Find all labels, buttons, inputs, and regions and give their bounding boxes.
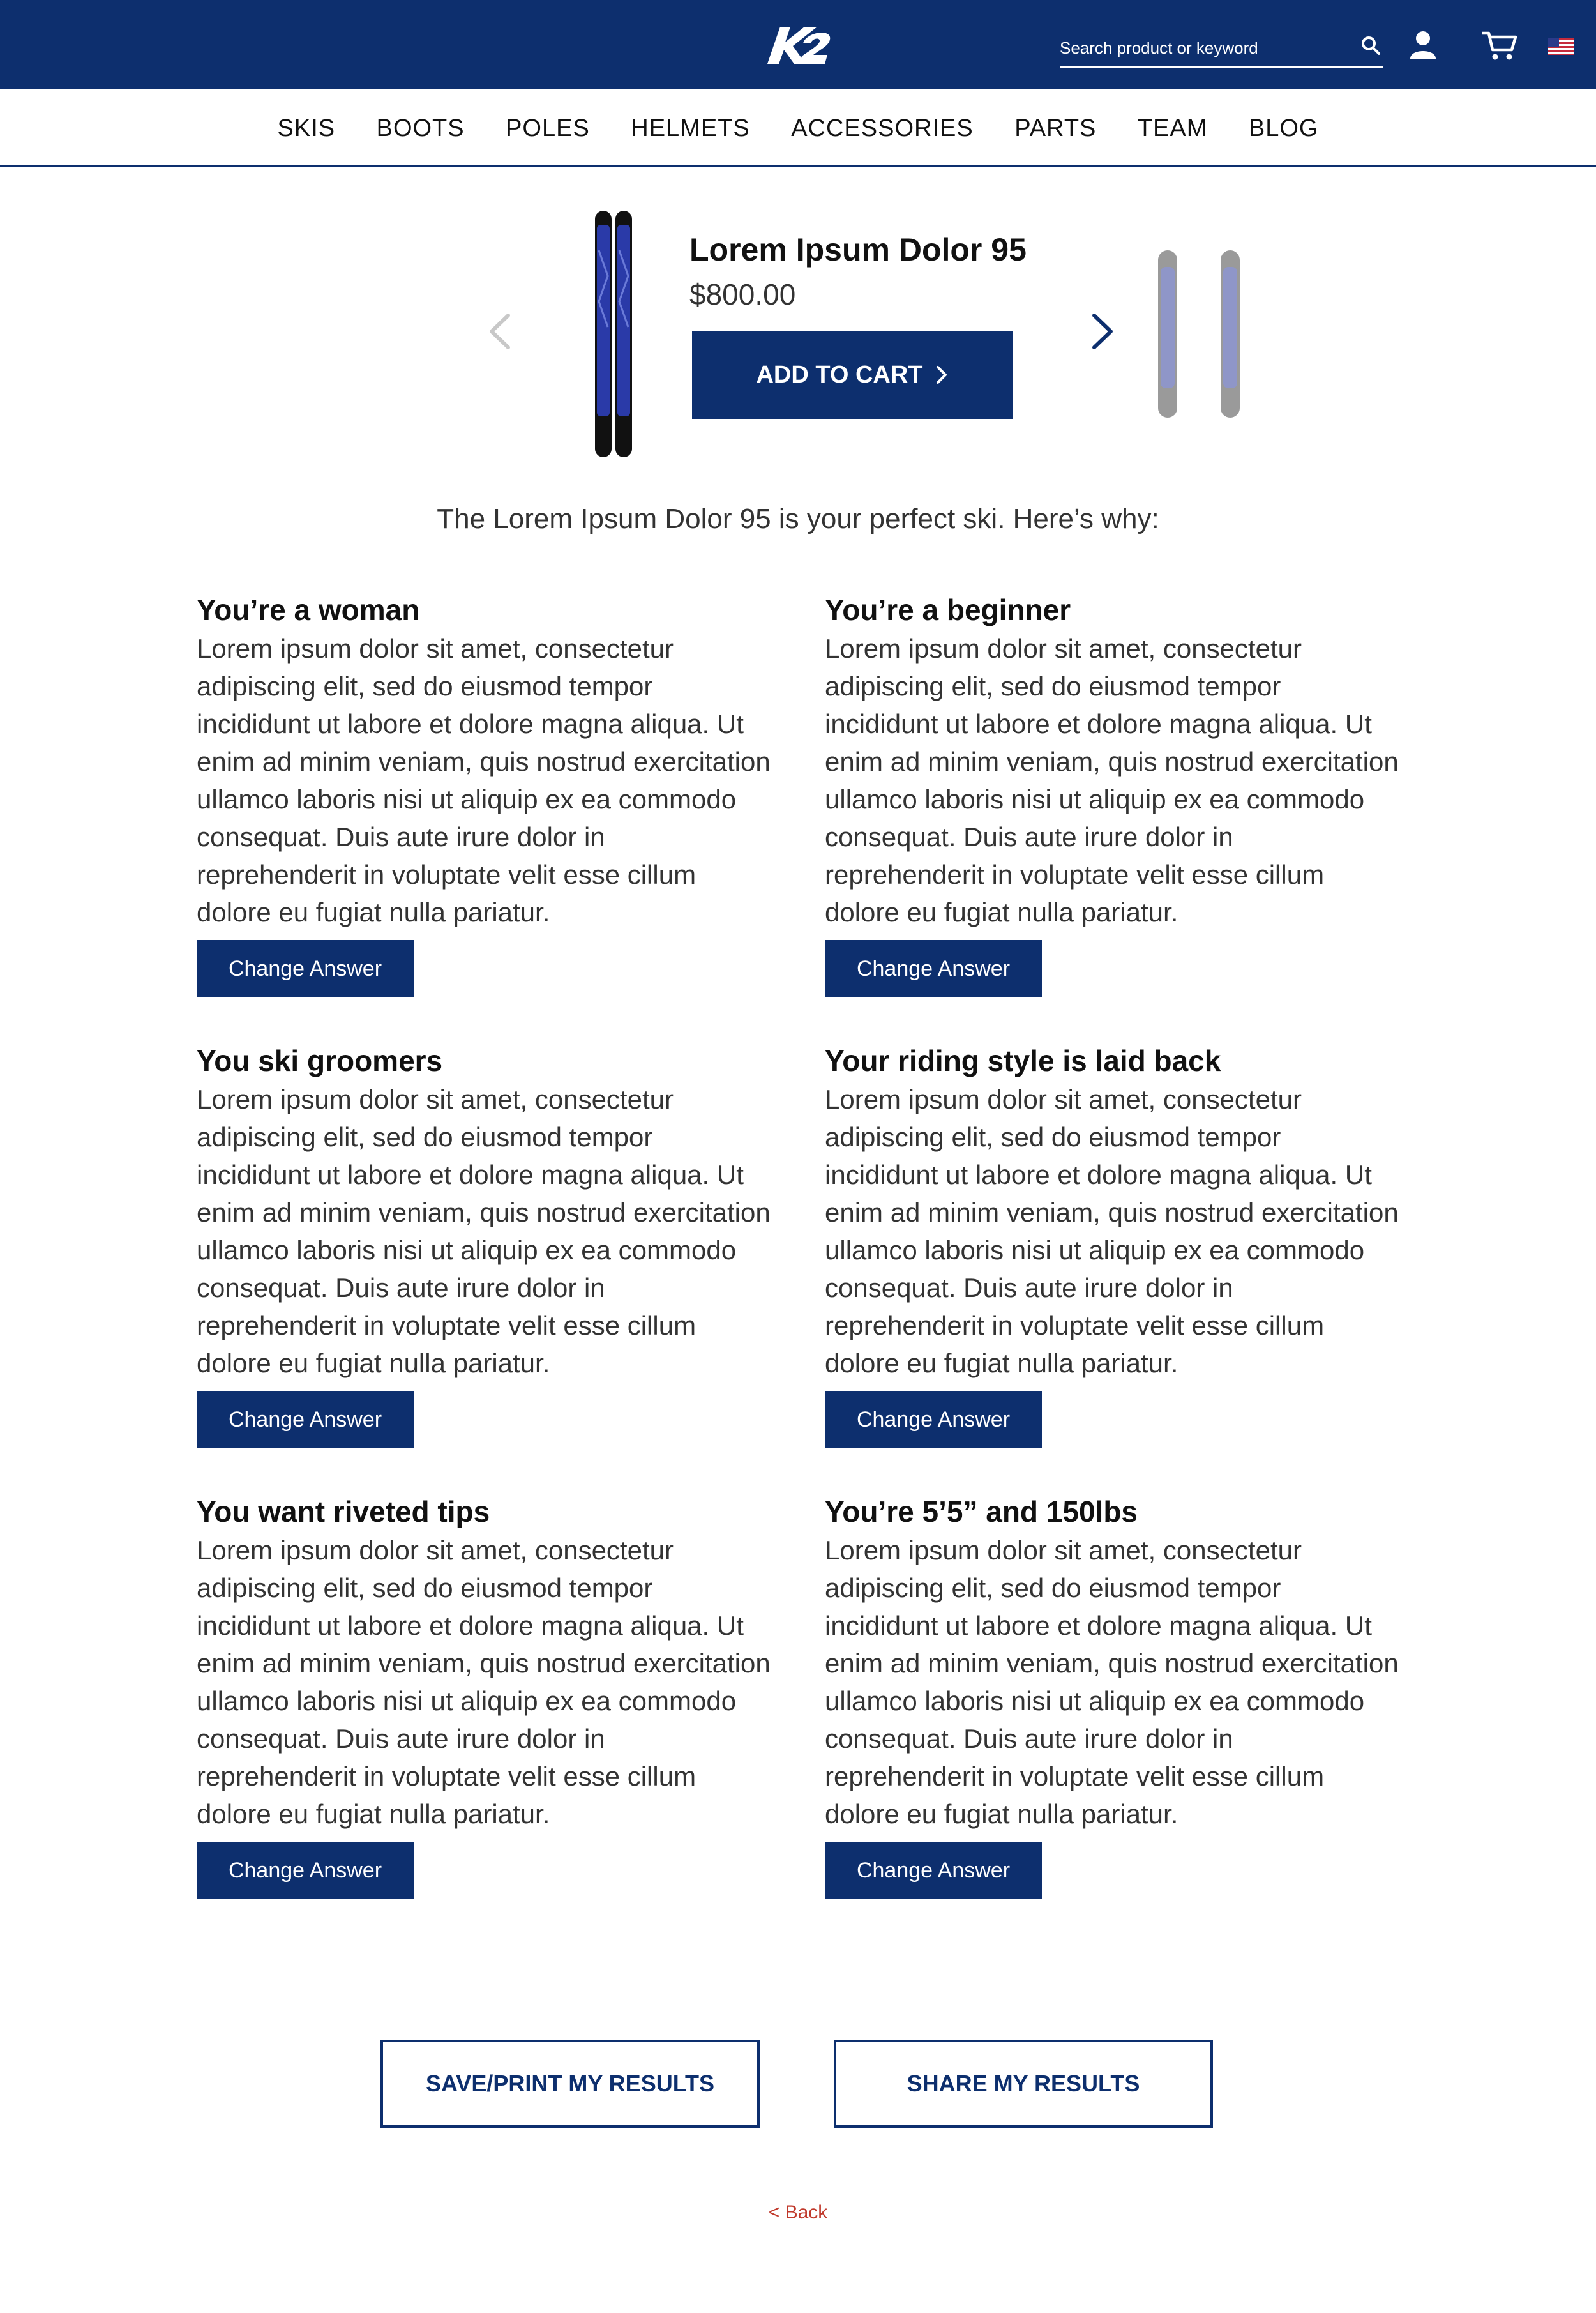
chevron-right-icon bbox=[935, 365, 949, 385]
save-print-results-button[interactable]: SAVE/PRINT MY RESULTS bbox=[380, 2040, 760, 2128]
product-name[interactable]: Lorem Ipsum Dolor 95 bbox=[689, 232, 1027, 268]
search-input[interactable] bbox=[1060, 31, 1341, 65]
reason-body: Lorem ipsum dolor sit amet, consectetur adipiscing elit, sed do eiusmod tempor incididunt ut labore et dolore magna aliqua. Ut enim ad minim veniam, quis nostrud exercitation ullamco laboris nisi ut aliquip ex ea commodo consequat. Duis aute irure dolor in reprehenderit in voluptate velit esse cillum dolore eu fugiat nulla pariatur. bbox=[197, 633, 771, 927]
nav-item-blog[interactable]: BLOG bbox=[1248, 115, 1319, 142]
nav-item-team[interactable]: TEAM bbox=[1137, 115, 1208, 142]
nav-items bbox=[0, 115, 1596, 142]
reason-body: Lorem ipsum dolor sit amet, consectetur adipiscing elit, sed do eiusmod tempor incididunt ut labore et dolore magna aliqua. Ut enim ad minim veniam, quis nostrud exercitation ullamco laboris nisi ut aliquip ex ea commodo consequat. Duis aute irure dolor in reprehenderit in voluptate velit esse cillum dolore eu fugiat nulla pariatur. bbox=[197, 1535, 771, 1829]
nav-item-helmets[interactable]: HELMETS bbox=[631, 115, 750, 142]
user-icon[interactable] bbox=[1408, 29, 1438, 60]
nav-item-parts[interactable]: PARTS bbox=[1014, 115, 1097, 142]
search-icon[interactable] bbox=[1360, 34, 1383, 57]
ski-product-image bbox=[594, 206, 633, 461]
add-to-cart-button[interactable] bbox=[692, 331, 1013, 419]
reason-body: Lorem ipsum dolor sit amet, consectetur adipiscing elit, sed do eiusmod tempor incididunt ut labore et dolore magna aliqua. Ut enim ad minim veniam, quis nostrud exercitation ullamco laboris nisi ut aliquip ex ea commodo consequat. Duis aute irure dolor in reprehenderit in voluptate velit esse cillum dolore eu fugiat nulla pariatur. bbox=[825, 1535, 1399, 1829]
nav-item-boots[interactable]: BOOTS bbox=[376, 115, 465, 142]
change-answer-button[interactable]: Change Answer bbox=[197, 940, 414, 997]
change-answer-button[interactable]: Change Answer bbox=[825, 1842, 1042, 1899]
k2-logo[interactable] bbox=[761, 24, 835, 66]
reason-title: You’re 5’5” and 150lbs bbox=[825, 1495, 1138, 1528]
back-link[interactable]: < Back bbox=[768, 2202, 828, 2223]
product-price: $800.00 bbox=[689, 278, 796, 311]
change-answer-button[interactable]: Change Answer bbox=[825, 940, 1042, 997]
next-ski-image[interactable] bbox=[1154, 248, 1250, 420]
search-bar bbox=[1060, 31, 1383, 68]
reason-title: You ski groomers bbox=[197, 1044, 443, 1077]
nav-item-skis[interactable]: SKIS bbox=[277, 115, 336, 142]
reason-card bbox=[197, 590, 771, 997]
reason-body: Lorem ipsum dolor sit amet, consectetur adipiscing elit, sed do eiusmod tempor incididunt ut labore et dolore magna aliqua. Ut enim ad minim veniam, quis nostrud exercitation ullamco laboris nisi ut aliquip ex ea commodo consequat. Duis aute irure dolor in reprehenderit in voluptate velit esse cillum dolore eu fugiat nulla pariatur. bbox=[825, 633, 1399, 927]
reason-title: Your riding style is laid back bbox=[825, 1044, 1221, 1077]
reason-body: Lorem ipsum dolor sit amet, consectetur adipiscing elit, sed do eiusmod tempor incididunt ut labore et dolore magna aliqua. Ut enim ad minim veniam, quis nostrud exercitation ullamco laboris nisi ut aliquip ex ea commodo consequat. Duis aute irure dolor in reprehenderit in voluptate velit esse cillum dolore eu fugiat nulla pariatur. bbox=[197, 1084, 771, 1378]
cart-icon[interactable] bbox=[1481, 29, 1518, 61]
reason-card bbox=[197, 1041, 771, 1448]
reason-card bbox=[825, 1041, 1399, 1448]
nav-item-accessories[interactable]: ACCESSORIES bbox=[791, 115, 974, 142]
reason-body: Lorem ipsum dolor sit amet, consectetur adipiscing elit, sed do eiusmod tempor incididunt ut labore et dolore magna aliqua. Ut enim ad minim veniam, quis nostrud exercitation ullamco laboris nisi ut aliquip ex ea commodo consequat. Duis aute irure dolor in reprehenderit in voluptate velit esse cillum dolore eu fugiat nulla pariatur. bbox=[825, 1084, 1399, 1378]
change-answer-button[interactable]: Change Answer bbox=[825, 1391, 1042, 1448]
us-flag-icon[interactable] bbox=[1548, 38, 1574, 55]
reason-title: You want riveted tips bbox=[197, 1495, 490, 1528]
reason-card bbox=[197, 1492, 771, 1899]
chevron-right-icon[interactable] bbox=[1089, 312, 1117, 351]
reason-card bbox=[825, 1492, 1399, 1899]
site-header bbox=[0, 0, 1596, 89]
change-answer-button[interactable]: Change Answer bbox=[197, 1391, 414, 1448]
chevron-left-icon[interactable] bbox=[485, 312, 513, 351]
change-answer-button[interactable]: Change Answer bbox=[197, 1842, 414, 1899]
intro-text: The Lorem Ipsum Dolor 95 is your perfect ski. Here’s why: bbox=[437, 503, 1159, 535]
reason-title: You’re a woman bbox=[197, 593, 420, 626]
reason-title: You’re a beginner bbox=[825, 593, 1071, 626]
nav-item-poles[interactable]: POLES bbox=[506, 115, 590, 142]
add-to-cart-label: ADD TO CART bbox=[756, 361, 923, 388]
share-results-button[interactable]: SHARE MY RESULTS bbox=[834, 2040, 1213, 2128]
main-nav bbox=[0, 89, 1596, 167]
reason-card bbox=[825, 590, 1399, 997]
